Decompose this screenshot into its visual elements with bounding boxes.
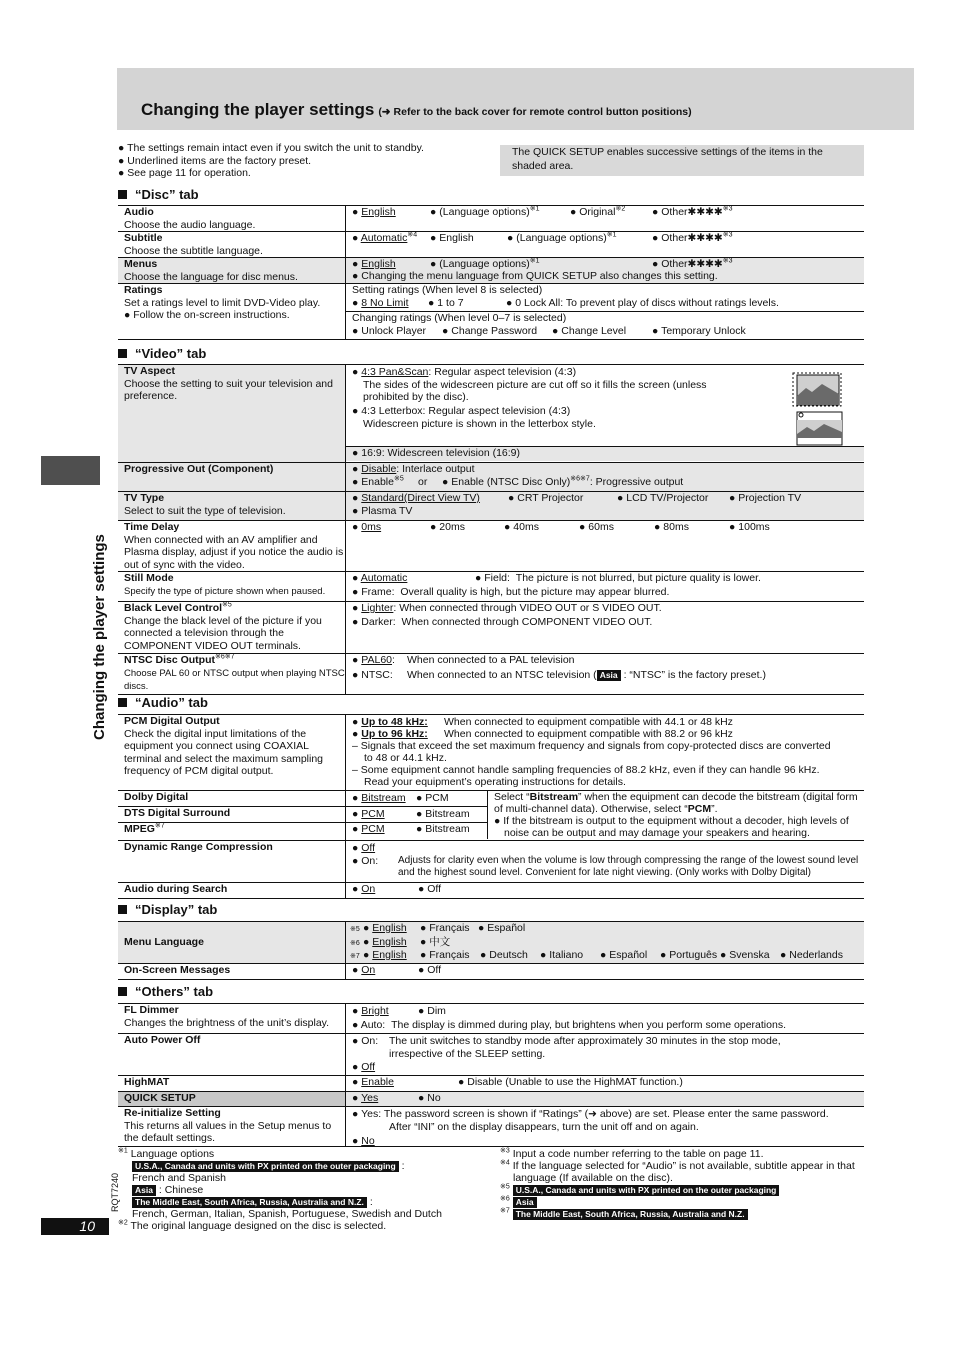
intro-item: ● Underlined items are the factory preset. — [118, 154, 312, 167]
table-row: Audio during Search ● On ● Off — [118, 883, 864, 899]
table-row: QUICK SETUP ● Yes ● No — [118, 1092, 864, 1107]
aspect-illustration — [792, 372, 844, 446]
disc-table — [118, 205, 864, 340]
intro-item: ● See page 11 for operation. — [118, 167, 251, 179]
region-badge: Asia — [132, 1185, 156, 1196]
quick-setup-note: The QUICK SETUP enables successive settings of the items in the shaded area. — [500, 145, 864, 176]
page-subtitle: (➜ Refer to the back cover for remote control button positions) — [378, 106, 692, 118]
others-table — [118, 1003, 864, 1147]
intro-item: ● The settings remain intact even if you switch the unit to standby. — [118, 142, 424, 154]
sidebar-tab-marker — [41, 456, 100, 485]
page-title: Changing the player settings (➜ Refer to the back cover for remote control button positions) — [141, 100, 692, 119]
page-number: 10 — [41, 1218, 109, 1235]
region-badge: The Middle East, South Africa, Russia, Australia and N.Z. — [513, 1209, 748, 1220]
table-row: On-Screen Messages ● On ● Off — [118, 964, 864, 980]
table-row: Ratings Set a ratings level to limit DVD-Video play. ● Follow the on-screen instructions. Setting ratings (When level 8 is selected) ● 8 No Limit ● 1 to 7 ● 0 Lock All: To prevent play of discs without ratings levels. Changing ratings (When level 0–7 is selected) ● Unlock Player ● Change Password ● Change Level ● Temporary Unlock — [118, 284, 864, 340]
table-row: HighMAT ● Enable ● Disable (Unable to use the HighMAT function.) — [118, 1076, 864, 1092]
table-row: Re-initialize Setting This returns all values in the Setup menus to the default settings. ● Yes: The password screen is shown if “Ratings” (➜ above) are set. Please enter the same password. After “INI” on the display disappears, turn the unit off and on again. ● No — [118, 1107, 864, 1147]
table-row: TV Aspect Choose the setting to suit your television and preference. ● 4:3 Pan&Scan: Regular aspect television (4:3) The sides of the widescreen picture are cut off so it fills the screen (unless prohibited by the disc). ● 4:3 Letterbox: Regular aspect television (4:3) Widescreen picture is shown in the letterbox style. ● 16:9: Widescreen television (16:9) — [118, 365, 864, 463]
table-row: Menu Language ※5 ● English ● Français ● Español ※6 ● English ● 中文 ※7 ● English ● Français ● Deutsch ● Italiano ● Español ● Português ● Svenska ● Nederlands — [118, 922, 864, 964]
table-row: Black Level Control$^{※5}$ Change the black level of the picture if you connected a television through the COMPONENT VIDEO OUT terminals. ● Lighter: When connected through VIDEO OUT or S VIDEO OUT. ● Darker: When connected through COMPONENT VIDEO OUT. — [118, 602, 864, 654]
table-row: FL Dimmer Changes the brightness of the unit’s display. ● Bright ● Dim ● Auto: The display is dimmed during play, but brightens when you perform some operations. — [118, 1004, 864, 1034]
region-badge: The Middle East, South Africa, Russia, Australia and N.Z. — [132, 1197, 367, 1208]
document-code: RQT7240 — [110, 1172, 120, 1212]
region-badge: U.S.A., Canada and units with PX printed on the outer packaging — [513, 1185, 780, 1196]
region-badge: Asia — [513, 1197, 537, 1208]
table-row: Subtitle Choose the subtitle language. ● Automatic$^{※4}$ ● English ● (Language options)$^{※1}$ ● Other✱✱✱✱$^{※3}$ — [118, 232, 864, 258]
table-row: Audio Choose the audio language. ● English ● (Language options)$^{※1}$ ● Original$^{※2}$ ● Other✱✱✱✱$^{※3}$ — [118, 206, 864, 232]
display-table — [118, 921, 864, 980]
table-row: Dolby Digital DTS Digital Surround MPEG$^{※7}$ ● Bitstream ● PCM ● PCM ● Bitstream ● PCM ● Bitstream Select “Bitstream” when the equipment can decode the bitstream (digital form of multi-channel data). Otherwise, select “PCM”. ● If the bitstream is output to the equipment without a decoder, high levels of noise can be output and may damage your speakers and hearing. — [118, 791, 864, 841]
table-row: Time Delay When connected with an AV amplifier and Plasma display, adjust if you notice the audio is out of sync with the video. ● 0ms ● 20ms ● 40ms ● 60ms ● 80ms ● 100ms — [118, 521, 864, 572]
table-row: Progressive Out (Component) ● Disable: Interlace output ● Enable$^{※5}$ or ● Enable (NTSC Disc Only)$^{※6※7}$: Progressive output — [118, 463, 864, 492]
table-row: Menus Choose the language for disc menus. ● English ● (Language options)$^{※1}$ ● Other✱✱✱✱$^{※3}$ ● Changing the menu language from QUICK SETUP also changes this setting. — [118, 258, 864, 284]
table-row: NTSC Disc Output$^{※6※7}$ Choose PAL 60 or NTSC output when playing NTSC discs. ● PAL60: When connected to a PAL television ● NTSC: When connected to an NTSC television ( Asia : “NTSC” is the factory preset.) — [118, 654, 864, 695]
region-badge: Asia — [597, 670, 621, 681]
audio-table — [118, 714, 864, 899]
section-others-tab: “Others” tab — [118, 984, 213, 999]
table-row: TV Type Select to suit the type of television. ● Standard(Direct View TV) ● CRT Projector ● LCD TV/Projector ● Projection TV ● Plasma TV — [118, 492, 864, 521]
page-header-band — [117, 68, 914, 130]
video-table — [118, 364, 864, 695]
section-display-tab: “Display” tab — [118, 902, 217, 917]
intro-list — [118, 142, 424, 180]
section-audio-tab: “Audio” tab — [118, 695, 208, 710]
table-row: Auto Power Off ● On: The unit switches to standby mode after approximately 30 minutes in the stop mode, irrespective of the SLEEP setting. ● Off — [118, 1034, 864, 1076]
footnotes-left: $^{※1}$ Language options U.S.A., Canada and units with PX printed on the outer packaging : French and Spanish Asia : Chinese The Middle East, South Africa, Russia, Australia and N.Z. : French, German, Italian, Spanish, Portuguese, Swedish and Dutch $^{※2}$ The original language designed on the disc is selected. — [118, 1147, 442, 1232]
region-badge: U.S.A., Canada and units with PX printed on the outer packaging — [132, 1161, 399, 1172]
section-video-tab: “Video” tab — [118, 346, 206, 361]
table-row: PCM Digital Output Check the digital input limitations of the equipment you connect using COAXIAL terminal and select the maximum sampling frequency of PCM digital output. ● Up to 48 kHz: When connected to equipment compatible with 44.1 or 48 kHz ● Up to 96 kHz: When connected to equipment compatible with 88.2 or 96 kHz – Signals that exceed the set maximum frequency and signals from copy-protected discs are converted to 48 or 44.1 kHz. – Some equipment cannot handle sampling frequencies of 88.2 kHz, even if they can handle 96 kHz. Read your equipment’s operating instructions for details. — [118, 715, 864, 791]
table-row: Dynamic Range Compression ● Off ● On: Adjusts for clarity even when the volume is low through compressing the range of the lowest sound level and the highest sound level. Convenient for late night viewing. (Only works with Dolby Digital) — [118, 841, 864, 883]
footnotes-right: $^{※3}$ Input a code number referring to the table on page 11. $^{※4}$ If the language selected for “Audio” is not available, subtitle appear in that language (If available on the disc). $^{※5}$ U.S.A., Canada and units with PX printed on the outer packaging $^{※6}$ Asia $^{※7}$ The Middle East, South Africa, Russia, Australia and N.Z. — [500, 1147, 855, 1219]
section-disc-tab: “Disc” tab — [118, 187, 199, 202]
table-row: Still Mode Specify the type of picture shown when paused. ● Automatic ● Field: The picture is not blurred, but picture quality is lower. ● Frame: Overall quality is high, but the picture may appear blurred. — [118, 572, 864, 602]
sidebar-title: Changing the player settings — [91, 534, 108, 740]
